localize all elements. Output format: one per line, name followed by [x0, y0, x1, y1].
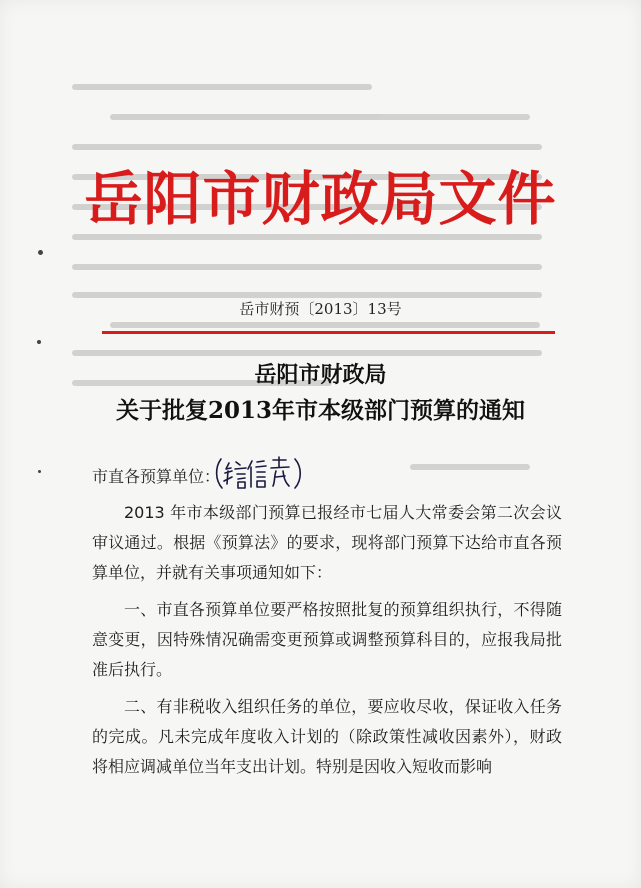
body-paragraph-item-1: 一、市直各预算单位要严格按照批复的预算组织执行，不得随意变更，因特殊情况确需变更预算或调整预算科目的，应报我局批准后执行。 [92, 600, 562, 679]
red-divider-line [102, 331, 555, 334]
document-number: 岳市财预〔2013〕13号 [239, 300, 402, 318]
body-paragraph-item-2: 二、有非税收入组织任务的单位，要应收尽收，保证收入任务的完成。凡未完成年度收入计划的（除政策性减收因素外），财政将相应调减单位当年支出计划。特别是因收入短收而影响 [92, 697, 562, 776]
issuer-header-title: 岳阳市财政局文件 [84, 165, 557, 233]
punch-hole-mark [38, 250, 43, 255]
body-paragraph-intro: 2013 年市本级部门预算已报经市七届人大常委会第二次会议审议通过。根据《预算法》的要求，现将部门预算下达给市直各预算单位，并就有关事项通知如下： [92, 503, 562, 582]
punch-hole-mark [38, 470, 41, 473]
handwritten-annotation [212, 453, 312, 493]
notice-title-subject: 关于批复2013年市本级部门预算的通知 [115, 397, 525, 424]
punch-hole-mark [37, 340, 41, 344]
salutation: 市直各预算单位： [92, 467, 221, 486]
notice-body [92, 498, 562, 789]
notice-title-issuer: 岳阳市财政局 [254, 362, 387, 388]
